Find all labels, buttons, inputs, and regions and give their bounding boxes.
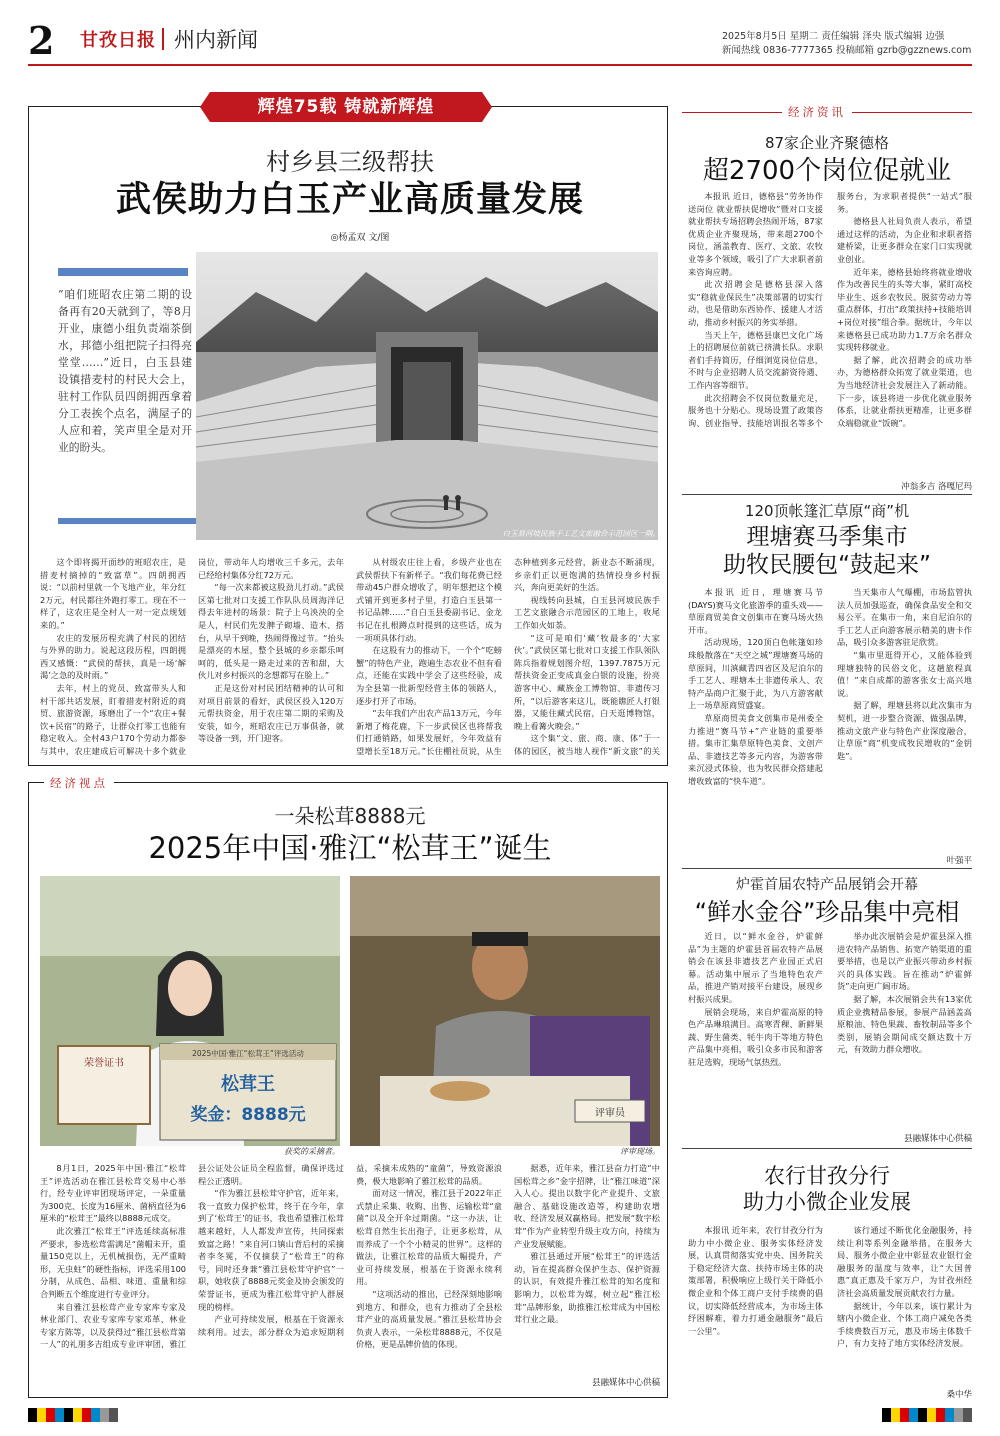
- lead-body-p1: 这个即将揭开面纱的班昭农庄，是措麦村摘掉的“致富草”。四朗拥西说：“以前村里就一个飞地产业，年分红2万元，村民都往外跑打零工。现在不一样了，这农庄是全村人一对一定点规划来的。”: [40, 557, 186, 630]
- matsutake-p2: 此次雅江“松茸王”评选延续高标准严要求，参选松茸需满足“菌帽未开，重量150克以上，无机械损伤，无严重畸形，无虫蛀”的硬性指标，评选采用100分制，从成色、品相、味道、重量和综合判断五个维度进行专业评分。: [40, 1225, 186, 1299]
- litang-kicker: 120顶帐篷汇草原“商”机: [744, 502, 910, 520]
- econ-news-tag: 经济资讯: [782, 104, 852, 120]
- litang-p4: 当天集市人气爆棚，市场监管执法人员加强巡查，确保食品安全和交易公平。在集市一角，来自尼泊尔的手工艺人正向游客展示精美的唐卡作品，吸引众多游客驻足欣赏。: [837, 587, 972, 648]
- anniversary-banner: 辉煌75载 铸就新辉煌: [210, 92, 482, 122]
- header-rule: [28, 64, 972, 66]
- econ-news-p6: 近年来，德格县始终将就业增收作为改善民生的头等大事，紧盯高校毕业生、返乡农牧民、脱贫劳动力等重点群体，打出“政策扶持+技能培训+岗位对接”组合拳。据统计，今年以来德格县已成功助力1.7万余名群众实现转移就业。: [837, 266, 972, 353]
- award-board-title: 2025中国·雅江“松茸王”评选活动: [192, 1049, 304, 1058]
- luhuo-p3: 举办此次展销会是炉霍县深入推进农特产品销售、拓宽产销渠道的重要举措，也是以产业振兴带动乡村振兴的具体实践。旨在推动“炉霍鲜货”走向更广阔市场。: [837, 931, 972, 992]
- lead-body-p11: 这个集“文、旅、商、康、体”于一体的园区，被当地人视作“新文旅”的关: [514, 733, 660, 756]
- litang-divider: [682, 494, 972, 495]
- lead-kicker: 村乡县三级帮扶: [266, 148, 434, 176]
- matsutake-p1: 8月1日，2025年中国·雅江“松茸王”评选活动在雅江县松茸交易中心举行，经专业评审团现场评定，一朵重量为300克、长度为16厘米、菌柄直径为6厘米的“松茸王”最终以8888元成交。: [40, 1163, 186, 1224]
- luhuo-headline: “鲜水金谷”珍品集中亮相: [694, 898, 960, 926]
- judge-sign-text: 评审员: [595, 1108, 625, 1119]
- contact-line: 新闻热线 0836-7777365 投稿邮箱 gzrb@gzznews.com: [722, 45, 972, 56]
- lead-body-p3: 去年，村上的党员、致富带头人和村干部共话发展，盯着措麦村附近的商贸、旅游资源，琢磨出了一个“农庄+餐饮+民宿”的路子，让群众打零工也能有稳定收入。全村43户170个劳动力都参与其中，农庄建成后可解决十多个就业岗位，带动年人均增收三千多元，去年已经给村集体分红72万元。: [40, 557, 344, 756]
- litang-p6: 据了解，理塘县将以此次集市为契机，进一步整合资源、做强品牌，推动文旅产业与特色产业深度融合，让草原“商”机变成牧民增收的“金钥匙”。: [837, 700, 972, 761]
- matsutake-tag: 经济视点: [44, 775, 114, 791]
- matsutake-body: [40, 1162, 660, 1374]
- luhuo-body: [688, 930, 972, 1132]
- luhuo-p1: 近日，以“鲜水金谷，炉霍鲜品”为主题的炉霍县首届农特产品展销会在该县非遗技艺产业园正式启幕。活动集中展示了当地特色农产品，推进产销对接平台建设，展现乡村振兴成果。: [688, 931, 823, 1004]
- lead-body-p5: 正是这份对村民团结精神的认可和对项目前景的看好，武侯区投入120万元帮扶资金，用于农庄第二期的采购及安装，如今，班昭农庄已万事俱备，就等设备一到，开门迎客。: [198, 682, 344, 744]
- award-board-main: 松茸王: [221, 1074, 275, 1095]
- header-meta: [722, 30, 972, 58]
- date-line: 2025年8月5日 星期二 责任编辑 泽央 版式编辑 边强: [722, 31, 945, 42]
- luhuo-p2: 展销会现场，来自炉霍高原的特色产品琳琅满目。高寒青稞、新鲜果蔬、野生菌类、牦牛肉干等地方特色产品集中亮相，吸引众多市民和游客驻足选购，现场气氛热烈。: [688, 1006, 823, 1067]
- lead-photo: [196, 252, 658, 540]
- econ-news-headline: 超2700个岗位促就业: [702, 156, 952, 186]
- lead-body-p9: 视线转向县城，白玉县河坡民族手工艺文旅融合示范园区的工地上，收尾工作如火如荼。: [514, 594, 660, 630]
- abc-headline: 助力小微企业发展: [743, 1190, 911, 1214]
- econ-news-p7: 据了解，此次招聘会的成功举办，为德格群众拓宽了就业渠道，也为当地经济社会发展注入了新动能。下一步，该县将进一步优化就业服务体系，让就业帮扶更精准，让更多群众端稳就业“饭碗”。: [837, 354, 972, 428]
- econ-news-p5: 德格县人社局负责人表示，希望通过这样的活动，为企业和求职者搭建桥梁，让更多群众在家门口实现就业创业。: [837, 216, 972, 264]
- luhuo-kicker: 炉霍首届农特产品展销会开幕: [736, 877, 918, 893]
- winner-photo-caption: 获奖的采摘者。: [284, 1147, 340, 1156]
- luhuo-divider: [682, 868, 972, 869]
- lead-body-p7: 在这股有力的推动下，一个个“吃螃蟹”的特色产业，跑遍生态农业不但有看点，还能在实践中学会了这些经验，成为全县第一批新型经营主体的领路人，逐步打开了市场。: [356, 645, 502, 706]
- econ-news-body: [688, 190, 972, 478]
- litang-p5: “集市里逛得开心，又能体验到理塘独特的民俗文化，这趟旅程真值！”来自成都的游客张女士高兴地说。: [837, 649, 972, 698]
- lead-quote: “咱们班昭农庄第二期的设备再有20天就到了，等8月开业，康德小组负责端茶倒水，邦德小组把院子扫得亮堂堂……”近日，白玉县建设镇措麦村的村民大会上，驻村工作队员四朗拥西拿着分工表挨个点名，满屋子的人应和着，笑声里全是对开业的盼头。: [58, 288, 192, 454]
- matsutake-p9: 雅江县通过开展“松茸王”的评选活动，旨在提高群众保护生态、保护资源的认识，有效提升雅江松茸的知名度和影响力，以松茸为媒，树立起“雅江松茸”品牌形象，助推雅江松茸成为中国松茸行业之最。: [514, 1251, 660, 1325]
- luhuo-p4: 据了解，本次展销会共有13家优质企业携精品参展，参展产品涵盖高原粮油、特色果蔬、畜牧制品等多个类别，展销会期间成交额达数十万元，有效助力群众增收。: [837, 993, 972, 1055]
- matsutake-p6: 面对这一情况，雅江县于2022年正式禁止采集、收购、出售、运输松茸“童菌”以及全开伞过期菌。“这一办法，让松茸自然生长出孢子，让更多松茸，从而养成了一个个小精灵的世界”。这样的做法，让雅江松茸的品质大幅提升，产业可持续发展，根基在于资源永续利用。: [356, 1188, 502, 1287]
- paper-name-logo: 甘孜日报: [80, 30, 156, 51]
- matsutake-kicker: 一朵松茸8888元: [274, 804, 426, 828]
- litang-p2: 活动现场，120顶白色帐篷如珍珠般散落在“天空之城”理塘赛马场的草原间，川滇藏青四省区及尼泊尔的手工艺人、理塘本土非遗传承人、农特产品商户汇聚于此，为八方游客献上一场草原商贸盛宴。: [688, 637, 823, 711]
- litang-headline-1: 理塘赛马季集市: [746, 524, 908, 550]
- lead-body: [40, 556, 660, 758]
- litang-body: [688, 586, 972, 854]
- lead-body-p10: “这可是咱们‘藏’牧最多的‘大家伙’。”武侯区第七批对口支援工作队领队陈兵指着规划图介绍，1397.7875万元帮扶资金正变成真金白银的设施，扮亮游客中心、藏族金工博物馆、非遗传习所，“以后游客来这儿，既能瞧匠人打银器，又能住藏式民宿，白天逛博物馆，晚上看篝火晚会。”: [514, 632, 660, 731]
- econ-news-signature: 冲翁多吉 洛嘎尼玛: [901, 482, 972, 492]
- abc-p2: 该行通过不断优化金融服务，持续让利等系列金融举措，在服务大局、服务小微企业中彰显农业银行金融服务的温度与效率，让“大国普惠”真正惠及千家万户，为甘孜州经济社会高质量发展贡献农行力量。: [837, 1225, 972, 1298]
- abc-divider: [682, 1148, 972, 1149]
- lead-headline: 武侯助力白玉产业高质量发展: [115, 180, 584, 220]
- abc-body: [688, 1224, 972, 1390]
- abc-signature: 桑中华: [946, 1390, 972, 1400]
- certificate-text: 荣誉证书: [84, 1058, 124, 1069]
- litang-signature: 叶强平: [946, 856, 972, 866]
- quote-accent-bar: [58, 268, 188, 276]
- judge-illustration: [350, 876, 660, 1146]
- abc-kicker: 农行甘孜分行: [764, 1164, 890, 1188]
- matsutake-p3: 来自雅江县松茸产业专家库专家及林业部门、农业专家库专家邓革、林业专家方陈等，以及获得过“雅江县松茸第一人”的礼朋多吉组成专业评审团，雅江县公证处公证员全程监督，确保评选过程公正透明。: [40, 1163, 344, 1350]
- litang-p3: 草原商贸美食文创集市是州委全力推进“赛马节+”产业链的重要举措。集市汇集草原特色美食、文创产品、非遗技艺等多元内容，为游客带来沉浸式体验，也为牧民群众搭建起增收致富的“快车道”。: [688, 712, 823, 786]
- winner-photo: [40, 876, 340, 1146]
- winner-illustration: [40, 876, 340, 1146]
- judge-photo: [350, 876, 660, 1146]
- litang-headline-2: 助牧民腰包“鼓起来”: [723, 552, 931, 578]
- econ-news-kicker: 87家企业齐聚德格: [764, 134, 890, 152]
- matsutake-headline: 2025年中国·雅江“松茸王”诞生: [148, 831, 552, 865]
- matsutake-p4: “作为雅江县松茸守护官，近年来，我一直致力保护松茸，终于在今年，拿到了‘松茸王’的证书，我也希望雅江松茸越来越好，人人都发声宣传，共同探索致富之路！”来自河口镇山背后村的采摘者李冬冕，不仅摘获了“松茸王”的称号，同时还身兼“雅江县松茸守护官”一职，她收获了8888元奖金及协会颁发的荣誉证书，更成为雅江松茸守护人群展现的榜样。: [198, 1188, 344, 1312]
- matsutake-p5: 产业可持续发展，根基在于资源永续利用。过去，部分群众为追求短期利益，采摘未成熟的“童菌”，导致资源浪费，极大地影响了雅江松茸的品质。: [198, 1163, 502, 1337]
- museum-illustration: [196, 252, 658, 540]
- econ-news-p3: 当天上午，德格县康巴文化广场上的招聘展位前就已挤满长队。求职者们手持简历，仔细浏览岗位信息，不时与企业招聘人员交流薪资待遇、工作内容等细节。: [688, 329, 823, 390]
- page-number: 2: [28, 18, 55, 63]
- lead-photo-caption: 白玉县河坡民族手工艺文旅融合示范园区一隅。: [502, 529, 660, 538]
- luhuo-signature: 县融媒体中心供稿: [903, 1134, 972, 1144]
- econ-news-p2: 此次招聘会是德格县深入落实“稳就业保民生”决策部署的切实行动，也是借助东西协作、援建人才活动，推动乡村振兴的务实举措。: [688, 279, 823, 327]
- section-title: 州内新闻: [174, 28, 258, 52]
- econ-news-p4: 此次招聘会不仅岗位数量充足，服务也十分贴心。现场设置了政策咨询、创业指导、技能培训报名等多个服务台，为求职者提供“一站式”服务。: [688, 191, 972, 428]
- matsutake-p8: 据悉，近年来，雅江县奋力打造“中国松茸之乡”金字招牌，让“雅江味道”深入人心。提出以数字化产业提升、文旅融合、基础设施改造等，构建助农增收、经济发展双赢格局。把发展“数字松茸”作为产业转型升级主攻方向，持续为产业发展赋能。: [514, 1163, 660, 1249]
- lead-body-p6: 从村级农庄往上看，乡级产业也在武侯帮扶下有新样子。“我们每花费已经带动45户群众增收了，明年想把这个模式铺开到更多村子里，打造白玉县第一书记品牌……”自白玉县委副书记、金龙书记在扎根蹲点时提到的这些话，成为一项项具体行动。: [356, 557, 502, 643]
- color-bar-left: [28, 1408, 118, 1422]
- matsutake-p7: “这项活动的推出，已经深刻地影响到地方、和群众，也有力推动了全县松茸产业的高质量发展。”雅江县松茸协会负责人表示，一朵松茸8888元，不仅是价格，更是品牌价值的体现。: [356, 1288, 502, 1350]
- matsutake-signature: 县融媒体中心供稿: [591, 1378, 660, 1388]
- color-bar-right: [882, 1408, 972, 1422]
- lead-body-p4: “每一次来都被这股劲儿打动。”武侯区第七批对口支援工作队队员周海洋记得去年进村的场景：院子上乌泱泱的全是人，村民们先发脾子砌墙、造木、搭台，从早干到晚，热闹得像过节。“抬头是漂亮的木屋，整个县城的乡亲都乐呵呵的，低头是一路走过来的苦和甜，大伙儿对乡村振兴的念想都写在脸上。”: [198, 582, 344, 681]
- litang-p1: 本报讯 近日，理塘赛马节(DAYS)赛马文化旅游季的重头戏——草原商贸美食文创集市在赛马场火热开市。: [688, 587, 823, 635]
- abc-p1: 本报讯 近年来，农行甘孜分行为助力中小微企业、服务实体经济发展，认真贯彻落实党中央、国务院关于稳定经济大盘、扶持市场主体的决策部署，积极响应上级行关于降低小微企业和个体工商户支付手续费的倡议，切实降低经营成本，为市场主体纾困解难，着力打通金融服务“最后一公里”。: [688, 1225, 823, 1336]
- quote-accent-bar-bottom: [58, 518, 198, 524]
- abc-p3: 据统计，今年以来，该行累计为辖内小微企业、个体工商户减免各类手续费数百万元，惠及市场主体数千户，有力支持了地方实体经济发展。: [837, 1300, 972, 1349]
- lead-byline: ◎杨孟双 文/图: [330, 233, 390, 243]
- header-divider: [162, 28, 164, 50]
- judge-photo-caption: 评审现场。: [620, 1147, 660, 1156]
- lead-body-p8: “去年我们产出农产品13万元，今年新增了梅花鹿，下一步武侯区也将帮我们打通销路，如果发展好，今年效益有望增长至18万元。”长住棚社员说，从生态种植到多元经营，新业态不断涌现，乡亲们正以更饱满的热情投身乡村振兴，奔向更美好的生活。: [356, 557, 660, 756]
- award-board-prize: 奖金：8888元: [190, 1105, 306, 1125]
- econ-news-p1: 本报讯 近日，德格县“劳务协作送岗位 就业帮扶促增收”暨对口支援就业帮扶专场招聘会热闹开场，87家优质企业齐聚现场，带来超2700个岗位，涵盖教育、医疗、文旅、农牧业等多个领域，吸引了广大求职者前来咨询应聘。: [688, 191, 823, 277]
- lead-body-p2: 农庄的发展历程充满了村民的团结与外界的助力。说起这段历程，四朗拥西又感慨：“武侯的帮扶，真是一场‘解渴’之急的及时雨。”: [40, 632, 186, 681]
